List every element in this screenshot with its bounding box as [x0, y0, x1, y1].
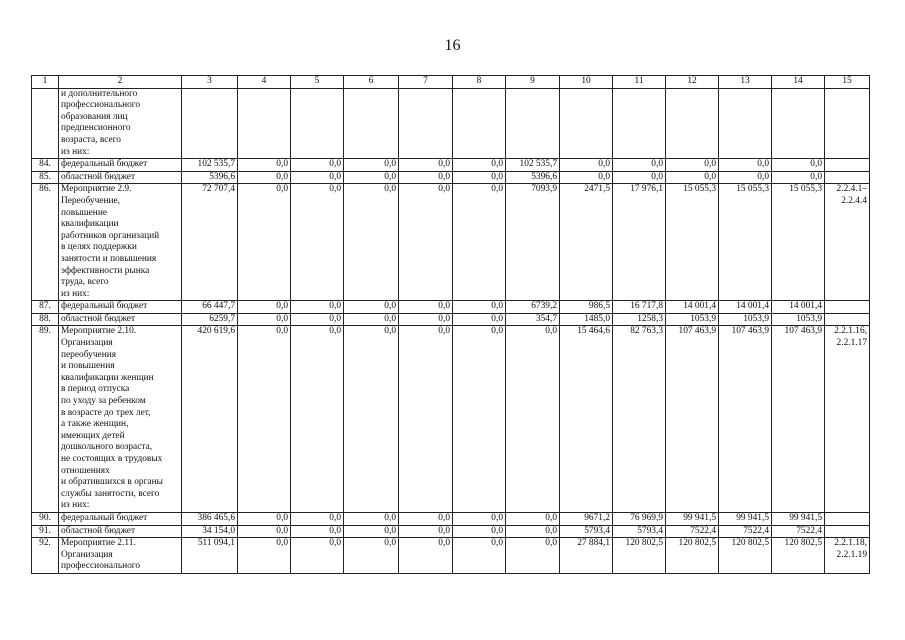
row-reference — [825, 313, 870, 326]
text-line: эффективности рынка — [61, 265, 150, 276]
text-line: занятости и повышения — [61, 253, 157, 264]
value-cell: 16 717,8 — [613, 301, 666, 314]
value-cell: 0,0 — [453, 525, 506, 538]
value-cell: 5396,6 — [182, 171, 238, 184]
row-reference — [825, 538, 870, 574]
value-cell: 0,0 — [666, 171, 719, 184]
value-cell — [344, 88, 399, 159]
value-cell: 0,0 — [453, 512, 506, 525]
column-header: 11 — [613, 76, 666, 89]
text-line: 2.2.4.1– — [836, 184, 867, 195]
row-number: 91. — [32, 525, 59, 538]
column-header: 4 — [238, 76, 291, 89]
value-cell: 0,0 — [399, 159, 453, 172]
row-description: федеральный бюджет — [59, 301, 182, 314]
value-cell: 5396,6 — [506, 171, 560, 184]
table-row — [32, 171, 870, 184]
text-line: Мероприятие 2.9. — [61, 184, 132, 195]
table-row — [32, 313, 870, 326]
row-description: областной бюджет — [59, 313, 182, 326]
value-cell: 7093,9 — [506, 184, 560, 301]
row-description — [59, 538, 182, 574]
value-cell: 0,0 — [613, 171, 666, 184]
value-cell: 99 941,5 — [666, 512, 719, 525]
value-cell: 7522,4 — [719, 525, 772, 538]
value-cell: 0,0 — [291, 301, 344, 314]
row-number: 84. — [32, 159, 59, 172]
value-cell: 0,0 — [344, 525, 399, 538]
text-line: Организация — [61, 549, 113, 560]
text-line: не состоящих в трудовых — [61, 454, 163, 464]
text-line: предпенсионного — [61, 123, 131, 134]
column-header: 7 — [399, 76, 453, 89]
text-line: а также женщин, — [61, 419, 129, 430]
value-cell: 15 055,3 — [719, 184, 772, 301]
value-cell: 15 055,3 — [772, 184, 825, 301]
value-cell: 0,0 — [399, 313, 453, 326]
value-cell: 17 976,1 — [613, 184, 666, 301]
value-cell: 0,0 — [399, 512, 453, 525]
budget-table — [31, 75, 870, 574]
text-line: Мероприятие 2.10. — [61, 326, 137, 337]
value-cell — [613, 88, 666, 159]
value-cell: 0,0 — [399, 326, 453, 513]
value-cell: 0,0 — [399, 525, 453, 538]
value-cell: 5793,4 — [560, 525, 613, 538]
row-description: областной бюджет — [59, 525, 182, 538]
text-line: службы занятости, всего — [61, 488, 160, 499]
value-cell: 0,0 — [291, 171, 344, 184]
value-cell: 99 941,5 — [772, 512, 825, 525]
value-cell: 14 001,4 — [772, 301, 825, 314]
value-cell: 120 802,5 — [666, 538, 719, 574]
row-description — [59, 184, 182, 301]
value-cell: 6259,7 — [182, 313, 238, 326]
text-line: 2.2.1.17 — [836, 338, 867, 349]
value-cell: 0,0 — [291, 512, 344, 525]
row-description: областной бюджет — [59, 171, 182, 184]
column-header: 12 — [666, 76, 719, 89]
row-number: 90. — [32, 512, 59, 525]
column-header: 10 — [560, 76, 613, 89]
text-line: образования лиц — [61, 111, 128, 122]
value-cell: 0,0 — [291, 538, 344, 574]
row-reference — [825, 525, 870, 538]
value-cell: 6739,2 — [506, 301, 560, 314]
row-number: 87. — [32, 301, 59, 314]
value-cell: 0,0 — [560, 159, 613, 172]
row-number — [32, 88, 59, 159]
column-header: 6 — [344, 76, 399, 89]
value-cell: 986,5 — [560, 301, 613, 314]
value-cell: 0,0 — [344, 538, 399, 574]
column-header: 5 — [291, 76, 344, 89]
value-cell — [182, 88, 238, 159]
text-line: Мероприятие 2.11. — [61, 538, 136, 549]
text-line: 2.2.4.4 — [841, 195, 867, 206]
row-reference — [825, 88, 870, 159]
value-cell: 120 802,5 — [772, 538, 825, 574]
value-cell — [666, 88, 719, 159]
value-cell: 511 094,1 — [182, 538, 238, 574]
value-cell: 0,0 — [291, 326, 344, 513]
row-reference — [825, 326, 870, 513]
value-cell: 386 465,6 — [182, 512, 238, 525]
value-cell: 0,0 — [453, 326, 506, 513]
value-cell — [399, 88, 453, 159]
value-cell: 0,0 — [238, 159, 291, 172]
value-cell: 0,0 — [344, 184, 399, 301]
column-header: 3 — [182, 76, 238, 89]
text-line: в период отпуска — [61, 384, 130, 395]
value-cell: 76 969,9 — [613, 512, 666, 525]
value-cell: 0,0 — [453, 171, 506, 184]
value-cell: 14 001,4 — [719, 301, 772, 314]
row-number: 86. — [32, 184, 59, 301]
value-cell: 0,0 — [453, 159, 506, 172]
text-line: Организация — [61, 338, 113, 349]
value-cell: 107 463,9 — [719, 326, 772, 513]
table-row — [32, 538, 870, 574]
text-line: и повышения — [61, 361, 115, 372]
value-cell — [560, 88, 613, 159]
table-row — [32, 525, 870, 538]
value-cell: 102 535,7 — [506, 159, 560, 172]
value-cell: 0,0 — [238, 184, 291, 301]
value-cell: 0,0 — [560, 171, 613, 184]
value-cell: 0,0 — [238, 171, 291, 184]
value-cell: 0,0 — [453, 538, 506, 574]
value-cell: 9671,2 — [560, 512, 613, 525]
value-cell: 0,0 — [238, 326, 291, 513]
value-cell: 0,0 — [291, 184, 344, 301]
column-header: 8 — [453, 76, 506, 89]
text-line: 2.2.1.18, — [834, 538, 867, 549]
column-header: 1 — [32, 76, 59, 89]
value-cell: 0,0 — [344, 313, 399, 326]
table-row — [32, 326, 870, 513]
text-line: профессионального — [61, 100, 141, 111]
value-cell: 82 763,3 — [613, 326, 666, 513]
value-cell — [453, 88, 506, 159]
text-line: повышение — [61, 207, 108, 218]
text-line: из них: — [61, 146, 90, 157]
value-cell: 1485,0 — [560, 313, 613, 326]
table-row — [32, 159, 870, 172]
text-line: труда, всего — [61, 277, 109, 288]
row-number: 88. — [32, 313, 59, 326]
table-row — [32, 301, 870, 314]
value-cell: 0,0 — [453, 301, 506, 314]
table-header-row — [32, 76, 870, 89]
table-row — [32, 184, 870, 301]
value-cell: 0,0 — [399, 184, 453, 301]
row-reference — [825, 171, 870, 184]
column-header: 9 — [506, 76, 560, 89]
value-cell: 107 463,9 — [772, 326, 825, 513]
text-line: дошкольного возраста, — [61, 442, 153, 453]
page-number: 16 — [444, 37, 461, 54]
column-header: 2 — [59, 76, 182, 89]
value-cell: 99 941,5 — [719, 512, 772, 525]
value-cell: 0,0 — [506, 538, 560, 574]
value-cell: 0,0 — [238, 313, 291, 326]
row-number: 92. — [32, 538, 59, 574]
value-cell: 0,0 — [344, 326, 399, 513]
row-number: 89. — [32, 326, 59, 513]
column-header: 14 — [772, 76, 825, 89]
value-cell: 0,0 — [506, 525, 560, 538]
text-line: и дополнительного — [61, 88, 138, 99]
value-cell: 0,0 — [238, 525, 291, 538]
value-cell: 0,0 — [506, 326, 560, 513]
value-cell — [238, 88, 291, 159]
value-cell: 0,0 — [719, 171, 772, 184]
value-cell: 0,0 — [291, 159, 344, 172]
table-row — [32, 512, 870, 525]
value-cell: 1053,9 — [772, 313, 825, 326]
value-cell — [719, 88, 772, 159]
value-cell: 34 154,0 — [182, 525, 238, 538]
value-cell: 1053,9 — [666, 313, 719, 326]
row-description — [59, 88, 182, 159]
value-cell: 0,0 — [453, 313, 506, 326]
value-cell: 0,0 — [238, 301, 291, 314]
value-cell: 14 001,4 — [666, 301, 719, 314]
value-cell: 0,0 — [291, 313, 344, 326]
text-line: имеющих детей — [61, 430, 125, 441]
value-cell: 0,0 — [399, 301, 453, 314]
column-header: 13 — [719, 76, 772, 89]
value-cell: 15 464,6 — [560, 326, 613, 513]
value-cell: 120 802,5 — [719, 538, 772, 574]
value-cell: 5793,4 — [613, 525, 666, 538]
text-line: возраста, всего — [61, 134, 121, 145]
text-line: квалификации женщин — [61, 372, 154, 383]
value-cell: 0,0 — [719, 159, 772, 172]
value-cell: 1053,9 — [719, 313, 772, 326]
value-cell: 0,0 — [238, 538, 291, 574]
value-cell: 66 447,7 — [182, 301, 238, 314]
value-cell: 72 707,4 — [182, 184, 238, 301]
value-cell: 7522,4 — [666, 525, 719, 538]
row-description: федеральный бюджет — [59, 159, 182, 172]
column-header: 15 — [825, 76, 870, 89]
value-cell: 0,0 — [613, 159, 666, 172]
text-line: по уходу за ребенком — [61, 396, 146, 407]
value-cell — [291, 88, 344, 159]
value-cell: 0,0 — [291, 525, 344, 538]
text-line: из них: — [61, 500, 90, 511]
text-line: отношениях — [61, 465, 110, 476]
value-cell: 420 619,6 — [182, 326, 238, 513]
text-line: 2.2.1.16, — [834, 326, 867, 337]
value-cell: 0,0 — [772, 159, 825, 172]
text-line: Переобучение, — [61, 195, 120, 206]
value-cell: 0,0 — [666, 159, 719, 172]
value-cell — [506, 88, 560, 159]
value-cell: 15 055,3 — [666, 184, 719, 301]
value-cell: 1258,3 — [613, 313, 666, 326]
value-cell: 0,0 — [399, 538, 453, 574]
value-cell: 0,0 — [344, 171, 399, 184]
row-reference — [825, 184, 870, 301]
row-reference — [825, 159, 870, 172]
value-cell — [772, 88, 825, 159]
text-line: 2.2.1.19 — [836, 549, 867, 560]
value-cell: 0,0 — [344, 301, 399, 314]
value-cell: 0,0 — [772, 171, 825, 184]
value-cell: 120 802,5 — [613, 538, 666, 574]
row-reference — [825, 512, 870, 525]
row-description: федеральный бюджет — [59, 512, 182, 525]
text-line: переобучения — [61, 349, 117, 360]
value-cell: 354,7 — [506, 313, 560, 326]
value-cell: 0,0 — [344, 159, 399, 172]
row-number: 85. — [32, 171, 59, 184]
value-cell: 107 463,9 — [666, 326, 719, 513]
text-line: профессионального — [61, 561, 141, 572]
value-cell: 0,0 — [399, 171, 453, 184]
text-line: квалификации — [61, 219, 119, 230]
value-cell: 7522,4 — [772, 525, 825, 538]
value-cell: 0,0 — [506, 512, 560, 525]
value-cell: 27 884,1 — [560, 538, 613, 574]
row-description — [59, 326, 182, 513]
text-line: в возрасте до трех лет, — [61, 407, 151, 418]
table-row — [32, 88, 870, 159]
text-line: и обратившихся в органы — [61, 477, 163, 488]
text-line: из них: — [61, 288, 90, 299]
text-line: работников организаций — [61, 230, 160, 241]
value-cell: 0,0 — [453, 184, 506, 301]
value-cell: 0,0 — [238, 512, 291, 525]
value-cell: 2471,5 — [560, 184, 613, 301]
text-line: в целях поддержки — [61, 242, 137, 253]
row-reference — [825, 301, 870, 314]
value-cell: 0,0 — [344, 512, 399, 525]
value-cell: 102 535,7 — [182, 159, 238, 172]
